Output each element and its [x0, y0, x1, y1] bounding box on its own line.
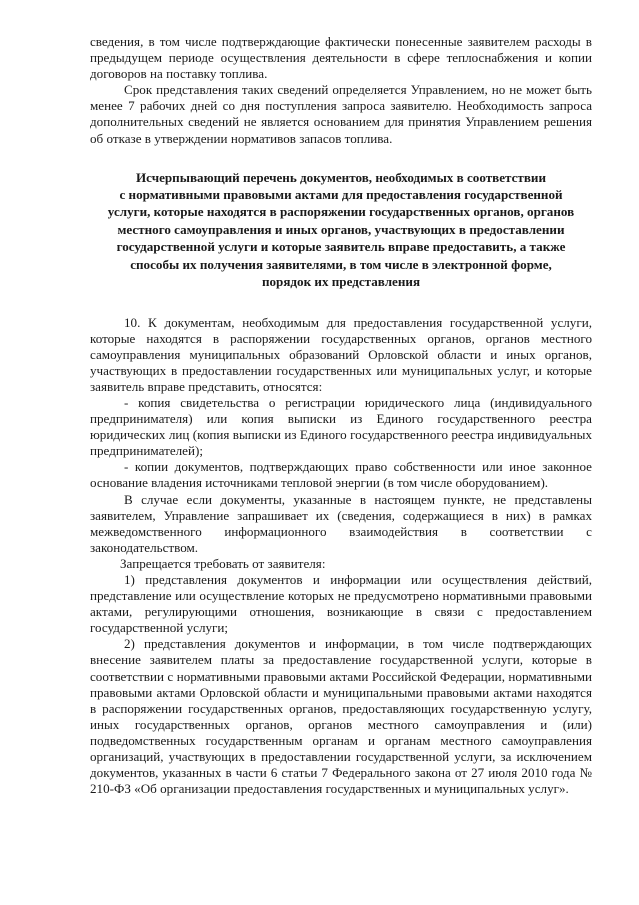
heading-line: местного самоуправления и иных органов, участвующих в предоставлении — [117, 221, 565, 237]
heading-line: государственной услуги и которые заявитель вправе предоставить, а также — [116, 239, 566, 255]
list-item-registration-copy: - копия свидетельства о регистрации юридического лица (индивидуального предпринимателя) или копия выписки из Единого государственного реестра юридических лиц (копия выписки из Единого государственного реестра индивидуальных предпринимателей); — [90, 394, 592, 459]
interagency-request-paragraph: В случае если документы, указанные в настоящем пункте, не представлены заявителем, Управление запрашивает их (сведения, содержащиеся в них) в рамках межведомственного информационного взаимодействия в соответствии с законодательством. — [90, 491, 592, 555]
intro-paragraph-1: сведения, в том числе подтверждающие фактически понесенные заявителем расходы в предыдущем периоде осуществления деятельности в сфере теплоснабжения и копии договоров на поставку топлива. — [90, 34, 592, 82]
heading-line: с нормативными правовыми актами для предоставления государственной — [119, 187, 563, 203]
heading-line: услуги, которые находятся в распоряжении государственных органов, органов — [107, 204, 575, 220]
prohibition-item-2: 2) представления документов и информации, в том числе подтверждающих внесение заявителем платы за предоставление государственной услуги, которые в соответствии с нормативными правовыми актами Российской Федерации, нормативными правовыми актами Орловской области и муниципальными правовыми актами находятся в распоряжении государственных органов, предоставляющих государственную услугу, иных государственных органов, органов местного самоуправления и (или) подведомственных государственным органам и органам местного самоуправления организаций, участвующих в предоставлении государственной услуги, за исключением документов, указанных в части 6 статьи 7 Федерального закона от 27 июля 2010 года № 210-ФЗ «Об организации предоставления государственных и муниципальных услуг». — [90, 636, 592, 797]
prohibition-item-1: 1) представления документов и информации или осуществления действий, представление или осуществление которых не предусмотрено нормативными правовыми актами, регулирующими отношения, возникающие в связи с предоставлением государственной услуги; — [90, 572, 592, 636]
list-item-ownership-documents: - копии документов, подтверждающих право собственности или иное законное основание владения источниками тепловой энергии (в том числе оборудованием). — [90, 459, 592, 491]
heading-line: порядок их представления — [261, 274, 421, 290]
heading-line: Исчерпывающий перечень документов, необходимых в соответствии — [135, 169, 547, 185]
prohibition-intro: Запрещается требовать от заявителя: — [120, 555, 326, 571]
intro-paragraph-2: Срок представления таких сведений определяется Управлением, но не может быть менее 7 рабочих дней со дня поступления запроса заявителю. Необходимость запроса дополнительных сведений не является основанием для принятия Управлением решения об отказе в утверждении нормативов запасов топлива. — [90, 82, 592, 146]
document-body — [90, 34, 592, 797]
clause-10-paragraph: 10. К документам, необходимым для предоставления государственной услуги, которые находятся в распоряжении государственных органов, органов местного самоуправления муниципальных образований Орловской области и иных органов, участвующих в предоставлении государственных или муниципальных услуг, и которые заявитель вправе представить, относятся: — [90, 314, 592, 394]
heading-line: способы их получения заявителями, в том числе в электронной форме, — [130, 256, 552, 272]
section-heading — [90, 169, 592, 291]
